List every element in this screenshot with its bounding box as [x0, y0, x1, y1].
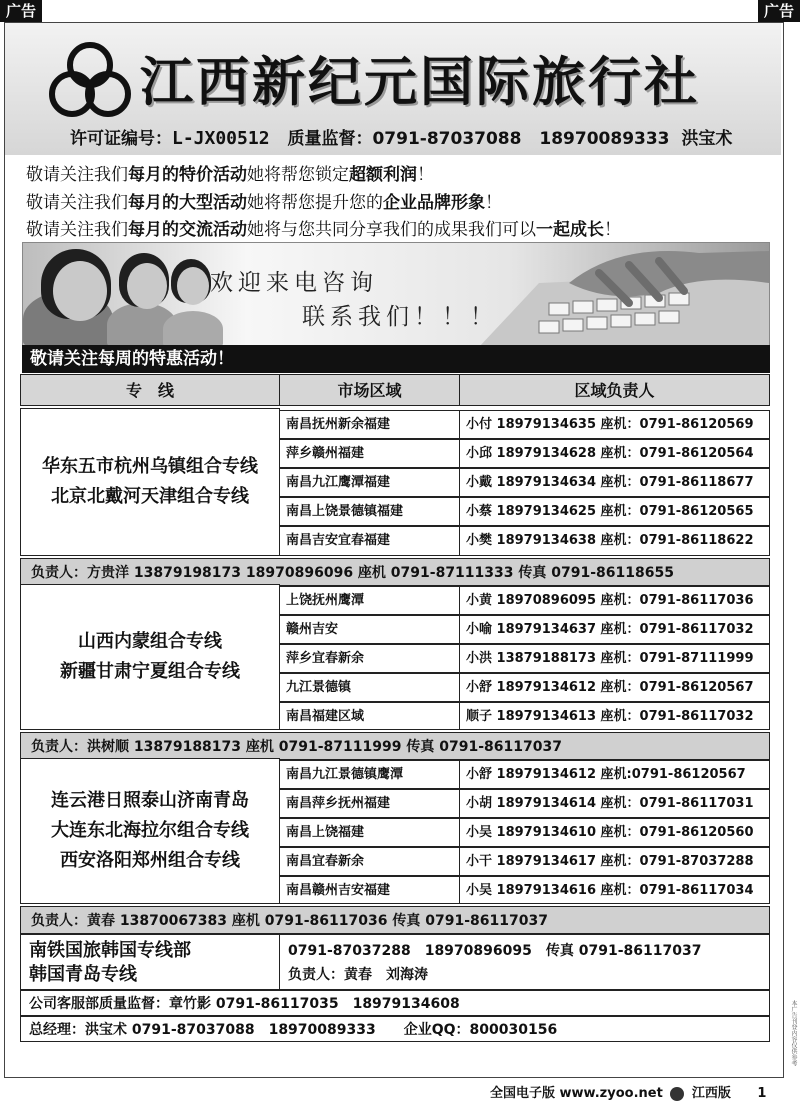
area-contact: 顺子 18979134613 座机：0791-86117032: [459, 702, 770, 730]
market-area: 赣州吉安: [279, 615, 460, 644]
intro-line-2: [26, 188, 502, 213]
keyboard-image: [479, 243, 769, 347]
area-contact: 小舒 18979134612 座机：0791-86120567: [459, 673, 770, 702]
footer-site: 全国电子版 www.zyoo.net: [490, 1086, 663, 1101]
ad-tag-left: 广告: [0, 0, 42, 22]
area-contact: 小邱 18979134628 座机：0791-86120564: [459, 439, 770, 468]
market-area: 南昌抚州新余福建: [279, 410, 460, 439]
agency-logo: [45, 37, 135, 122]
column-header-area: 市场区域: [279, 374, 460, 406]
route-name: 华东五市杭州乌镇组合专线: [42, 456, 258, 477]
route-group-3: [20, 758, 280, 904]
route-group-1: [20, 408, 280, 556]
korea-contact-block: [279, 934, 770, 990]
market-area: 南昌赣州吉安福建: [279, 876, 460, 904]
ad-tag-right: 广告: [758, 0, 800, 22]
korea-responsible: 负责人：黄春 刘海涛: [288, 967, 428, 983]
intro-text: 敬请关注我们: [26, 165, 128, 185]
route-name: 新疆甘肃宁夏组合专线: [60, 661, 240, 682]
area-contact: 小吴 18979134616 座机：0791-86117034: [459, 876, 770, 904]
area-contact: 小蔡 18979134625 座机：0791-86120565: [459, 497, 770, 526]
area-contact: 小樊 18979134638 座机：0791-86118622: [459, 526, 770, 556]
area-contact: 小喻 18979134637 座机：0791-86117032: [459, 615, 770, 644]
route-name: 连云港日照泰山济南青岛: [51, 790, 249, 811]
page-number: 1: [757, 1086, 767, 1101]
service-supervision: 公司客服部质量监督：章竹影 0791-86117035 18979134608: [20, 990, 770, 1016]
market-area: 南昌福建区域: [279, 702, 460, 730]
route-name: 大连东北海拉尔组合专线: [51, 820, 249, 841]
area-contact: 小干 18979134617 座机：0791-87037288: [459, 847, 770, 876]
area-contact: 小洪 13879188173 座机：0791-87111999: [459, 644, 770, 673]
group-responsible: 负责人：方贵洋 13879198173 18970896096 座机 0791-87111333 传真 0791-86118655: [20, 558, 770, 586]
intro-text: ！: [417, 165, 434, 185]
edition-icon: [670, 1087, 684, 1101]
quality-person: 洪宝术: [681, 129, 733, 149]
area-contact: 小胡 18979134614 座机：0791-86117031: [459, 789, 770, 818]
korea-phones: 0791-87037288 18970896095 传真 0791-86117037: [288, 943, 702, 959]
license-label: 许可证编号：: [70, 129, 172, 149]
intro-text: ！: [604, 220, 621, 240]
market-area: 萍乡赣州福建: [279, 439, 460, 468]
market-area: 南昌萍乡抚州福建: [279, 789, 460, 818]
area-contact: 小舒 18979134612 座机:0791-86120567: [459, 760, 770, 789]
group-responsible: 负责人：黄春 13870067383 座机 0791-86117036 传真 0791-86117037: [20, 906, 770, 934]
market-area: 南昌宜春新余: [279, 847, 460, 876]
market-area: 南昌吉安宜春福建: [279, 526, 460, 556]
column-header-contact: 区域负责人: [459, 374, 770, 406]
area-contact: 小戴 18979134634 座机：0791-86118677: [459, 468, 770, 497]
banner-photo: [22, 242, 770, 348]
operator-face: [53, 261, 107, 321]
weekly-title: 敬请关注每周的特惠活动！: [22, 345, 770, 373]
general-manager: 总经理：洪宝术 0791-87037088 18970089333 企业QQ：800030156: [20, 1016, 770, 1042]
banner-welcome: 欢迎来电咨询: [210, 270, 378, 296]
intro-bold: 企业品牌形象: [383, 193, 485, 213]
market-area: 上饶抚州鹰潭: [279, 586, 460, 615]
intro-text: 敬请关注我们: [26, 193, 128, 213]
korea-name: 南铁国旅韩国专线部: [29, 940, 191, 961]
agency-name: 江西新纪元国际旅行社: [140, 52, 700, 113]
market-area: 南昌九江景德镇鹰潭: [279, 760, 460, 789]
intro-line-3: [26, 215, 621, 240]
intro-bold: 超额利润: [349, 165, 417, 185]
operator-face: [127, 263, 167, 309]
area-contact: 小黄 18970896095 座机：0791-86117036: [459, 586, 770, 615]
intro-text: ！: [485, 193, 502, 213]
quality-label: 质量监督：: [287, 129, 373, 149]
area-contact: 小吴 18979134610 座机：0791-86120560: [459, 818, 770, 847]
operator-body: [163, 311, 223, 347]
korea-department: [20, 934, 280, 990]
license-line: [70, 124, 732, 149]
page-footer: [490, 1082, 766, 1101]
license-number: L-JX00512: [172, 128, 270, 149]
route-group-2: [20, 584, 280, 730]
market-area: 南昌九江鹰潭福建: [279, 468, 460, 497]
market-area: 南昌上饶景德镇福建: [279, 497, 460, 526]
korea-route: 韩国青岛专线: [29, 964, 137, 985]
route-name: 山西内蒙组合专线: [78, 631, 222, 652]
intro-text: 她将帮您提升您的: [247, 193, 383, 213]
intro-bold: 每月的大型活动: [128, 193, 247, 213]
intro-bold: 每月的特价活动: [128, 165, 247, 185]
market-area: 萍乡宜春新余: [279, 644, 460, 673]
route-name: 北京北戴河天津组合专线: [51, 486, 249, 507]
footer-edition: 江西版: [691, 1086, 731, 1101]
route-name: 西安洛阳郑州组合专线: [60, 850, 240, 871]
operator-face: [177, 267, 209, 305]
banner-contact: 联系我们！！！: [302, 304, 498, 330]
side-note: 本广告刊登内容仅供参考: [790, 1000, 797, 1066]
column-header-line: 专 线: [20, 374, 280, 406]
quality-phone: 0791-87037088: [372, 129, 522, 149]
intro-text: 敬请关注我们: [26, 220, 128, 240]
market-area: 九江景德镇: [279, 673, 460, 702]
group-responsible: 负责人：洪树顺 13879188173 座机 0791-87111999 传真 0791-86117037: [20, 732, 770, 760]
quality-mobile: 18970089333: [539, 129, 670, 149]
intro-bold: 一起成长: [536, 220, 604, 240]
area-contact: 小付 18979134635 座机：0791-86120569: [459, 410, 770, 439]
intro-text: 她将帮您锁定: [247, 165, 349, 185]
intro-line-1: [26, 160, 434, 185]
intro-bold: 每月的交流活动: [128, 220, 247, 240]
intro-text: 她将与您共同分享我们的成果我们可以: [247, 220, 536, 240]
market-area: 南昌上饶福建: [279, 818, 460, 847]
